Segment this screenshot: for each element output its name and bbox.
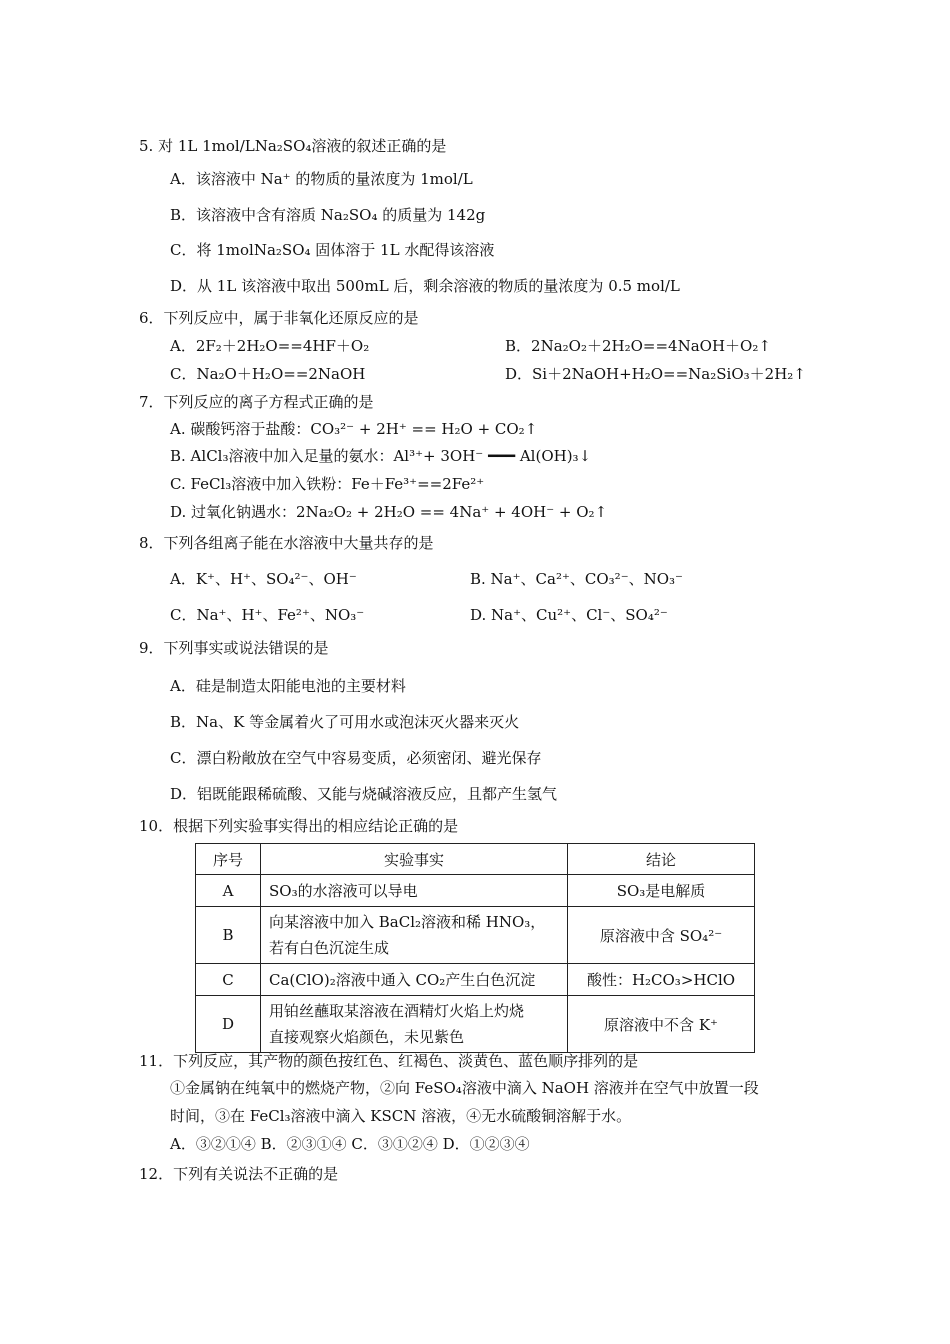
q8-stem: 8．下列各组离子能在水溶液中大量共存的是	[139, 534, 434, 552]
q6-option-a: A．2F₂＋2H₂O==4HF＋O₂	[170, 337, 370, 355]
q8-option-b: B. Na⁺、Ca²⁺、CO₃²⁻、NO₃⁻	[470, 570, 683, 588]
q9-option-c: C．漂白粉敞放在空气中容易变质，必须密闭、避光保存	[170, 749, 542, 767]
row-conclusion: 原溶液中不含 K⁺	[568, 996, 755, 1053]
row-fact-line: 用铂丝蘸取某溶液在酒精灯火焰上灼烧	[269, 1002, 525, 1020]
row-fact	[261, 996, 568, 1053]
q11-body-line1: ①金属钠在纯氧中的燃烧产物，②向 FeSO₄溶液中滴入 NaOH 溶液并在空气中放置一段	[170, 1079, 759, 1097]
q7-option-a: A. 碳酸钙溶于盐酸：CO₃²⁻ + 2H⁺ == H₂O + CO₂↑	[170, 420, 538, 438]
q6-option-b: B．2Na₂O₂＋2H₂O==4NaOH＋O₂↑	[505, 337, 771, 355]
q6-stem: 6．下列反应中，属于非氧化还原反应的是	[139, 309, 419, 327]
q7-option-d: D. 过氧化钠遇水：2Na₂O₂ + 2H₂O == 4Na⁺ + 4OH⁻ + O₂↑	[170, 503, 608, 521]
header-fact: 实验事实	[261, 844, 568, 875]
table-row	[196, 996, 755, 1053]
q5-option-b: B．该溶液中含有溶质 Na₂SO₄ 的质量为 142g	[170, 206, 486, 224]
q11-options: A．③②①④ B．②③①④ C．③①②④ D．①②③④	[170, 1135, 530, 1153]
table-row	[196, 964, 755, 996]
row-id: D	[196, 996, 261, 1053]
header-conclusion: 结论	[568, 844, 755, 875]
experiment-table	[195, 843, 755, 1053]
header-index: 序号	[196, 844, 261, 875]
q9-option-a: A．硅是制造太阳能电池的主要材料	[170, 677, 406, 695]
q11-body-line2: 时间，③在 FeCl₃溶液中滴入 KSCN 溶液，④无水硫酸铜溶解于水。	[170, 1107, 632, 1125]
q8-option-a: A．K⁺、H⁺、SO₄²⁻、OH⁻	[170, 570, 357, 588]
row-id: C	[196, 964, 261, 996]
row-fact-line: Ca(ClO)₂溶液中通入 CO₂产生白色沉淀	[269, 970, 536, 989]
q6-option-c: C．Na₂O＋H₂O==2NaOH	[170, 365, 366, 383]
q5-option-c: C．将 1molNa₂SO₄ 固体溶于 1L 水配得该溶液	[170, 241, 495, 259]
q7-option-b: B. AlCl₃溶液中加入足量的氨水：Al³⁺+ 3OH⁻ ━━━ Al(OH)₃↓	[170, 447, 592, 465]
q5-option-a: A．该溶液中 Na⁺ 的物质的量浓度为 1mol/L	[170, 170, 473, 188]
q10-stem: 10．根据下列实验事实得出的相应结论正确的是	[139, 817, 459, 835]
row-fact-line: 向某溶液中加入 BaCl₂溶液和稀 HNO₃，	[269, 913, 546, 931]
row-conclusion: SO₃是电解质	[568, 875, 755, 907]
table-row	[196, 875, 755, 907]
row-fact-line: 直接观察火焰颜色，未见紫色	[269, 1028, 465, 1046]
q5-stem: 5. 对 1L 1mol/LNa₂SO₄溶液的叙述正确的是	[139, 137, 447, 155]
q8-option-d: D. Na⁺、Cu²⁺、Cl⁻、SO₄²⁻	[470, 606, 668, 624]
row-fact	[261, 907, 568, 964]
row-fact	[261, 964, 568, 996]
q9-stem: 9．下列事实或说法错误的是	[139, 639, 329, 657]
table-header-row	[196, 844, 755, 875]
table-row	[196, 907, 755, 964]
q11-stem: 11．下列反应，其产物的颜色按红色、红褐色、淡黄色、蓝色顺序排列的是	[139, 1052, 639, 1070]
q8-option-c: C．Na⁺、H⁺、Fe²⁺、NO₃⁻	[170, 606, 365, 624]
row-fact-line: 若有白色沉淀生成	[269, 939, 390, 957]
q9-option-b: B．Na、K 等金属着火了可用水或泡沫灭火器来灭火	[170, 713, 520, 731]
q9-option-d: D．铝既能跟稀硫酸、又能与烧碱溶液反应，且都产生氢气	[170, 785, 558, 803]
row-conclusion: 原溶液中含 SO₄²⁻	[568, 907, 755, 964]
q12-stem: 12．下列有关说法不正确的是	[139, 1165, 339, 1183]
q5-option-d: D．从 1L 该溶液中取出 500mL 后，剩余溶液的物质的量浓度为 0.5 mol/L	[170, 277, 680, 295]
row-fact	[261, 875, 568, 907]
q6-option-d: D．Si＋2NaOH+H₂O==Na₂SiO₃＋2H₂↑	[505, 365, 806, 383]
row-fact-line: SO₃的水溶液可以导电	[269, 881, 418, 900]
row-id: A	[196, 875, 261, 907]
q7-option-c: C. FeCl₃溶液中加入铁粉：Fe＋Fe³⁺==2Fe²⁺	[170, 475, 485, 493]
row-conclusion: 酸性：H₂CO₃>HClO	[568, 964, 755, 996]
row-id: B	[196, 907, 261, 964]
q7-stem: 7．下列反应的离子方程式正确的是	[139, 393, 374, 411]
